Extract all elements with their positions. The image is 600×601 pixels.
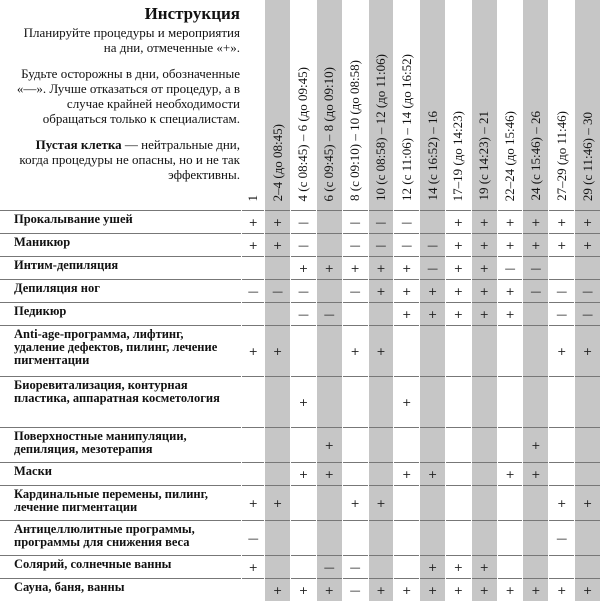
table-cell xyxy=(523,521,549,556)
table-cell: + xyxy=(265,486,291,521)
column-header-10 xyxy=(471,0,497,211)
table-cell xyxy=(342,428,368,463)
column-header-label: 10 (с 08:58) – 12 (до 11:06) xyxy=(370,54,392,201)
table-cell: + xyxy=(549,326,575,377)
column-header-13 xyxy=(549,0,575,211)
table-cell: + xyxy=(342,326,368,377)
table-row xyxy=(0,428,600,463)
table-cell xyxy=(446,486,472,521)
table-cell xyxy=(291,521,317,556)
table-cell: + xyxy=(471,211,497,234)
column-header-label: 8 (с 09:10) – 10 (до 08:58) xyxy=(344,60,366,201)
instructions-block xyxy=(8,4,240,193)
table-cell xyxy=(497,326,523,377)
row-label: Педикюр xyxy=(0,303,242,326)
table-cell: — xyxy=(549,280,575,303)
column-header-label: 29 (с 11:46) – 30 xyxy=(577,112,599,201)
table-cell: + xyxy=(316,428,342,463)
table-row xyxy=(0,303,600,326)
table-cell: + xyxy=(523,428,549,463)
table-cell: — xyxy=(291,303,317,326)
table-cell: + xyxy=(242,211,265,234)
column-header-label: 24 (с 15:46) – 26 xyxy=(525,111,547,201)
table-cell xyxy=(523,326,549,377)
table-cell xyxy=(575,257,600,280)
table-cell: — xyxy=(342,234,368,257)
row-label: Поверхностные манипуляции, депиляция, мезотерапия xyxy=(0,428,242,463)
instructions-empty-text xyxy=(8,137,240,182)
table-cell xyxy=(291,556,317,579)
table-cell xyxy=(446,377,472,428)
table-cell xyxy=(420,521,446,556)
table-cell: + xyxy=(394,579,420,601)
table-cell: + xyxy=(394,257,420,280)
table-cell xyxy=(342,303,368,326)
row-label: Биоревитализация, контурная пластика, аппаратная косметология xyxy=(0,377,242,428)
table-cell: + xyxy=(575,234,600,257)
table-cell: + xyxy=(471,280,497,303)
table-cell xyxy=(497,486,523,521)
row-label: Маникюр xyxy=(0,234,242,257)
table-cell xyxy=(549,377,575,428)
table-cell xyxy=(446,463,472,486)
table-row xyxy=(0,463,600,486)
column-header-label: 2–4 (до 08:45) xyxy=(267,124,289,201)
table-cell: — xyxy=(368,211,394,234)
table-cell xyxy=(394,428,420,463)
table-row xyxy=(0,521,600,556)
table-cell xyxy=(471,326,497,377)
table-cell xyxy=(265,428,291,463)
table-cell xyxy=(368,428,394,463)
table-cell: — xyxy=(342,280,368,303)
column-header-label: 17–19 (до 14:23) xyxy=(447,111,469,201)
table-cell: — xyxy=(523,280,549,303)
row-label: Прокалывание ушей xyxy=(0,211,242,234)
table-cell: + xyxy=(575,326,600,377)
table-cell: + xyxy=(497,234,523,257)
table-cell: — xyxy=(394,211,420,234)
instructions-minus-text: Будьте осторожны в дни, обозначенные «—». Лучше отказаться от процедур, а в случае крайней необходимости обращаться только к специалистам. xyxy=(8,66,240,126)
column-header-label: 6 (с 09:45) – 8 (до 09:10) xyxy=(318,67,340,201)
instructions-plus-text: Планируйте процедуры и мероприятия на дни, отмеченные «+». xyxy=(8,25,240,55)
table-cell: + xyxy=(523,463,549,486)
table-cell: + xyxy=(394,303,420,326)
table-cell: — xyxy=(342,556,368,579)
table-cell xyxy=(446,521,472,556)
table-cell xyxy=(368,556,394,579)
table-cell: + xyxy=(242,486,265,521)
table-row xyxy=(0,377,600,428)
table-cell: + xyxy=(242,326,265,377)
table-row xyxy=(0,579,600,601)
table-cell xyxy=(316,211,342,234)
table-cell: + xyxy=(446,303,472,326)
table-row xyxy=(0,257,600,280)
table-cell xyxy=(523,486,549,521)
table-cell: + xyxy=(471,234,497,257)
column-header-label: 14 (с 16:52) – 16 xyxy=(422,111,444,201)
table-cell: + xyxy=(497,463,523,486)
column-header-8 xyxy=(420,0,446,211)
table-cell: + xyxy=(523,579,549,601)
row-label: Кардинальные перемены, пилинг, лечение пигментации xyxy=(0,486,242,521)
empty-cell-desc: — нейтральные дни, когда процедуры не опасны, но и не так эффективны. xyxy=(19,137,240,182)
table-cell: + xyxy=(394,280,420,303)
table-cell: + xyxy=(420,303,446,326)
table-cell xyxy=(523,377,549,428)
column-header-label: 4 (с 08:45) – 6 (до 09:45) xyxy=(292,67,314,201)
table-cell xyxy=(316,377,342,428)
table-cell: — xyxy=(291,211,317,234)
table-cell: + xyxy=(368,486,394,521)
table-cell: + xyxy=(497,211,523,234)
table-cell: — xyxy=(291,280,317,303)
table-cell xyxy=(549,428,575,463)
table-cell: + xyxy=(471,556,497,579)
table-cell xyxy=(342,377,368,428)
table-cell: — xyxy=(523,257,549,280)
table-cell xyxy=(368,303,394,326)
table-cell: + xyxy=(316,463,342,486)
table-cell xyxy=(291,326,317,377)
table-cell xyxy=(368,463,394,486)
table-cell xyxy=(575,463,600,486)
table-cell: — xyxy=(242,280,265,303)
column-header-label: 27–29 (до 11:46) xyxy=(551,111,573,201)
table-cell xyxy=(446,428,472,463)
table-cell xyxy=(471,486,497,521)
column-header-7 xyxy=(394,0,420,211)
table-cell: — xyxy=(420,234,446,257)
table-cell: + xyxy=(549,211,575,234)
table-cell xyxy=(265,521,291,556)
table-cell: + xyxy=(446,257,472,280)
table-cell xyxy=(368,377,394,428)
table-cell xyxy=(291,486,317,521)
table-cell xyxy=(368,521,394,556)
table-cell: + xyxy=(575,211,600,234)
table-cell: — xyxy=(497,257,523,280)
table-cell: + xyxy=(446,234,472,257)
table-cell xyxy=(575,556,600,579)
table-cell: + xyxy=(316,579,342,601)
table-cell xyxy=(265,463,291,486)
table-row xyxy=(0,234,600,257)
table-cell: — xyxy=(394,234,420,257)
table-cell xyxy=(575,377,600,428)
column-header-12 xyxy=(523,0,549,211)
table-cell: + xyxy=(523,234,549,257)
table-cell xyxy=(342,463,368,486)
table-cell xyxy=(316,521,342,556)
table-cell: — xyxy=(242,521,265,556)
table-cell xyxy=(420,211,446,234)
table-cell: + xyxy=(549,486,575,521)
table-cell: + xyxy=(471,257,497,280)
table-cell xyxy=(446,326,472,377)
table-cell: + xyxy=(265,326,291,377)
table-cell: + xyxy=(368,326,394,377)
table-cell: + xyxy=(497,303,523,326)
table-cell xyxy=(497,428,523,463)
table-cell xyxy=(420,326,446,377)
table-row xyxy=(0,556,600,579)
table-cell xyxy=(394,326,420,377)
table-cell: — xyxy=(420,257,446,280)
table-cell: — xyxy=(368,234,394,257)
column-header-label: 19 (с 14:23) – 21 xyxy=(473,111,495,201)
table-cell xyxy=(316,486,342,521)
table-cell: + xyxy=(420,280,446,303)
table-cell xyxy=(497,377,523,428)
table-cell xyxy=(394,521,420,556)
table-cell xyxy=(549,556,575,579)
table-cell: — xyxy=(265,280,291,303)
column-header-label: 1 xyxy=(242,195,264,202)
table-cell: + xyxy=(420,579,446,601)
table-cell xyxy=(265,377,291,428)
table-cell xyxy=(471,463,497,486)
table-cell: + xyxy=(523,211,549,234)
row-label: Антицеллюлитные программы, программы для снижения веса xyxy=(0,521,242,556)
table-cell: + xyxy=(471,303,497,326)
row-label: Депиляция ног xyxy=(0,280,242,303)
table-cell: + xyxy=(446,579,472,601)
table-row xyxy=(0,486,600,521)
column-header-3 xyxy=(291,0,317,211)
table-cell: + xyxy=(291,377,317,428)
row-label: Anti-age-программа, лифтинг, удаление дефектов, пилинг, лечение пигментации xyxy=(0,326,242,377)
table-cell xyxy=(575,428,600,463)
table-cell xyxy=(291,428,317,463)
table-cell: + xyxy=(420,556,446,579)
table-cell xyxy=(242,377,265,428)
table-cell: + xyxy=(368,579,394,601)
table-cell xyxy=(242,463,265,486)
table-cell: + xyxy=(265,211,291,234)
table-cell xyxy=(497,556,523,579)
table-cell xyxy=(342,521,368,556)
table-cell: + xyxy=(342,257,368,280)
instructions-title: Инструкция xyxy=(8,4,240,23)
column-header-1 xyxy=(242,0,265,211)
table-cell: + xyxy=(342,486,368,521)
table-cell xyxy=(242,428,265,463)
table-row xyxy=(0,211,600,234)
table-cell: + xyxy=(394,463,420,486)
table-row xyxy=(0,280,600,303)
table-cell xyxy=(420,377,446,428)
table-cell xyxy=(316,234,342,257)
column-header-5 xyxy=(342,0,368,211)
table-cell: — xyxy=(575,280,600,303)
table-cell: + xyxy=(471,579,497,601)
table-cell xyxy=(471,428,497,463)
table-cell xyxy=(242,303,265,326)
column-header-11 xyxy=(497,0,523,211)
table-cell xyxy=(242,579,265,601)
table-cell: + xyxy=(291,463,317,486)
table-cell: — xyxy=(549,521,575,556)
table-cell xyxy=(497,521,523,556)
table-cell: + xyxy=(497,280,523,303)
table-cell xyxy=(242,257,265,280)
row-label: Сауна, баня, ванны xyxy=(0,579,242,601)
table-cell: + xyxy=(420,463,446,486)
table-cell xyxy=(316,326,342,377)
table-cell xyxy=(471,521,497,556)
table-cell xyxy=(549,257,575,280)
table-cell: + xyxy=(368,280,394,303)
column-header-label: 22–24 (до 15:46) xyxy=(499,111,521,201)
table-cell xyxy=(265,556,291,579)
table-cell: + xyxy=(446,556,472,579)
table-cell: + xyxy=(575,486,600,521)
table-cell: + xyxy=(394,377,420,428)
table-cell: + xyxy=(446,211,472,234)
table-cell xyxy=(523,303,549,326)
table-cell xyxy=(265,303,291,326)
table-cell: + xyxy=(242,556,265,579)
table-cell: + xyxy=(368,257,394,280)
table-cell: — xyxy=(575,303,600,326)
column-header-label: 12 (с 11:06) – 14 (до 16:52) xyxy=(396,54,418,201)
table-cell: + xyxy=(549,579,575,601)
table-cell: + xyxy=(265,234,291,257)
column-header-14 xyxy=(575,0,600,211)
row-label: Интим-депиляция xyxy=(0,257,242,280)
table-cell xyxy=(420,428,446,463)
table-cell: + xyxy=(446,280,472,303)
column-header-6 xyxy=(368,0,394,211)
table-cell xyxy=(471,377,497,428)
column-header-4 xyxy=(316,0,342,211)
table-cell xyxy=(265,257,291,280)
table-cell xyxy=(575,521,600,556)
table-cell: — xyxy=(291,234,317,257)
table-cell: — xyxy=(342,579,368,601)
table-cell: + xyxy=(242,234,265,257)
table-row xyxy=(0,326,600,377)
table-cell: + xyxy=(575,579,600,601)
table-cell: — xyxy=(549,303,575,326)
table-cell xyxy=(316,280,342,303)
table-cell: — xyxy=(342,211,368,234)
row-label: Маски xyxy=(0,463,242,486)
column-header-2 xyxy=(265,0,291,211)
column-header-9 xyxy=(446,0,472,211)
table-cell: + xyxy=(291,579,317,601)
row-label: Солярий, солнечные ванны xyxy=(0,556,242,579)
table-cell xyxy=(420,486,446,521)
table-cell: + xyxy=(265,579,291,601)
table-cell: + xyxy=(291,257,317,280)
table-cell xyxy=(394,486,420,521)
table-cell: — xyxy=(316,303,342,326)
empty-cell-term: Пустая клетка xyxy=(36,137,122,152)
table-cell xyxy=(549,463,575,486)
table-cell: + xyxy=(549,234,575,257)
table-cell xyxy=(523,556,549,579)
table-cell: — xyxy=(316,556,342,579)
table-cell: + xyxy=(497,579,523,601)
table-cell: + xyxy=(316,257,342,280)
table-cell xyxy=(394,556,420,579)
